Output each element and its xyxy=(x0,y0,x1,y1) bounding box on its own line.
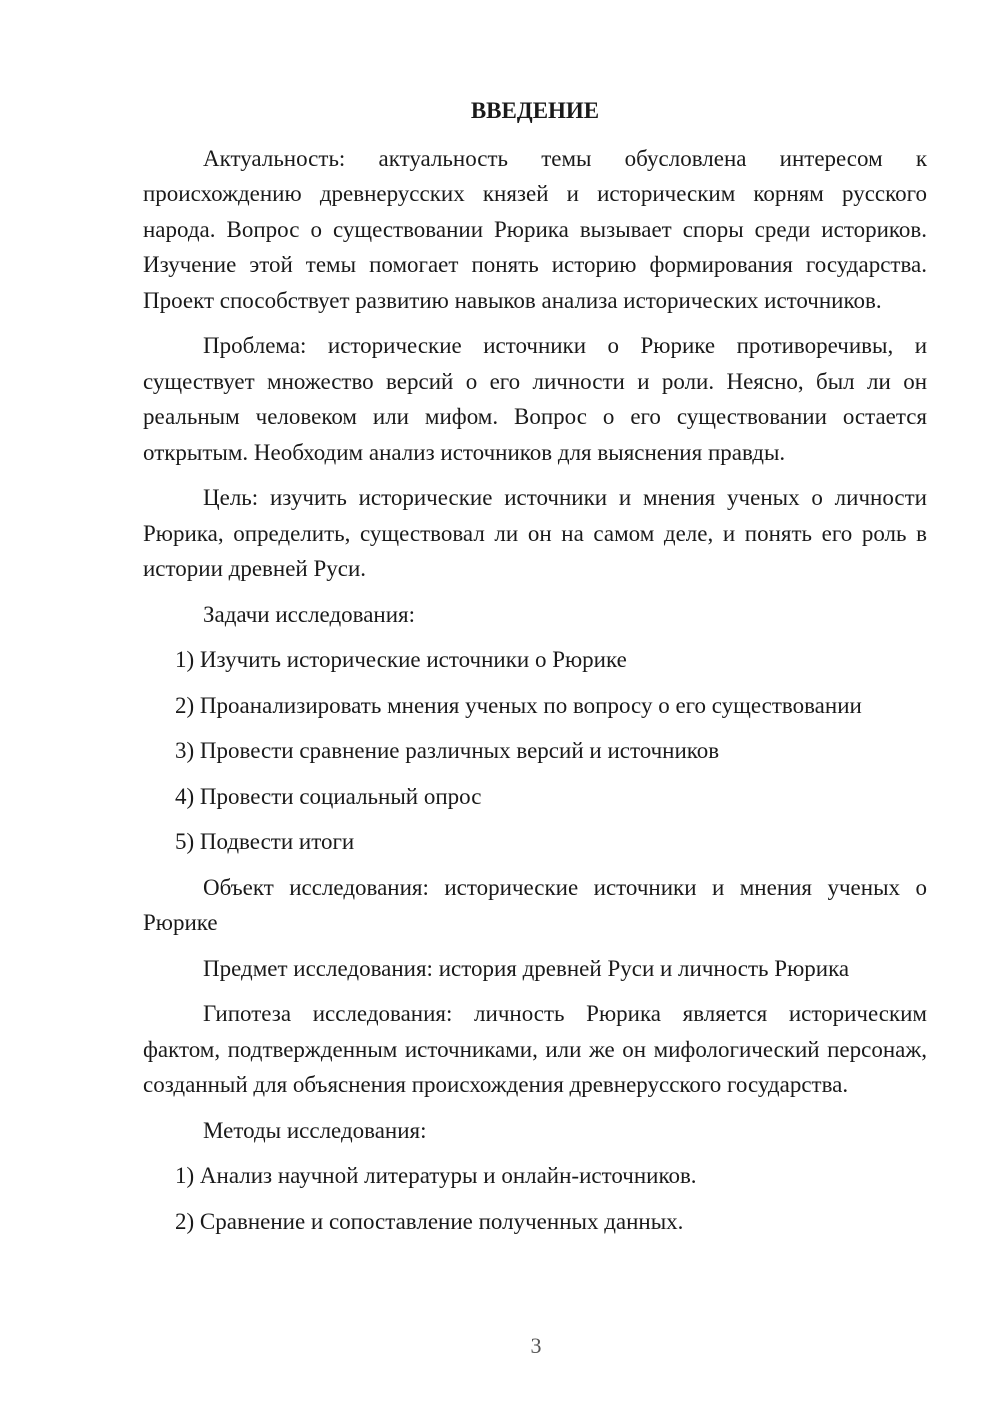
actuality-paragraph: Актуальность: актуальность темы обусловлена интересом к происхождению древнерусских князей и историческим корням русского народа. Вопрос о существовании Рюрика вызывает споры среди историков. Изучение этой темы помогает понять историю формирования государства. Проект способствует развитию навыков анализа исторических источников. xyxy=(143,145,927,313)
list-item: 1) Изучить исторические источники о Рюрике xyxy=(175,647,627,672)
hypothesis-paragraph: Гипотеза исследования: личность Рюрика является историческим фактом, подтвержденным источниками, или же он мифологический персонаж, созданный для объяснения происхождения древнерусского государства. xyxy=(143,1001,927,1097)
page-number: 3 xyxy=(530,1333,542,1358)
list-item: 3) Провести сравнение различных версий и источников xyxy=(175,738,720,763)
tasks-list xyxy=(143,642,927,860)
tasks-heading: Задачи исследования: xyxy=(203,601,416,627)
methods-heading: Методы исследования: xyxy=(203,1117,427,1143)
subject-paragraph: Предмет исследования: история древней Руси и личность Рюрика xyxy=(203,955,850,981)
methods-list xyxy=(143,1158,927,1239)
goal-paragraph: Цель: изучить исторические источники и мнения ученых о личности Рюрика, определить, существовал ли он на самом деле, и понять его роль в истории древней Руси. xyxy=(143,485,927,581)
problem-paragraph: Проблема: исторические источники о Рюрике противоречивы, и существует множество версий о его личности и роли. Неясно, был ли он реальным человеком или мифом. Вопрос о его существовании остается открытым. Необходим анализ источников для выяснения правды. xyxy=(143,333,927,465)
page-title: ВВЕДЕНИЕ xyxy=(470,98,600,123)
list-item: 4) Провести социальный опрос xyxy=(175,783,482,809)
page-content xyxy=(143,93,927,1249)
list-item: 2) Проанализировать мнения ученых по вопросу о его существовании xyxy=(175,692,862,718)
object-paragraph: Объект исследования: исторические источники и мнения ученых о Рюрике xyxy=(143,874,927,935)
list-item: 1) Анализ научной литературы и онлайн-источников. xyxy=(175,1163,697,1188)
list-item: 5) Подвести итоги xyxy=(175,829,355,854)
list-item: 2) Сравнение и сопоставление полученных данных. xyxy=(175,1208,684,1234)
